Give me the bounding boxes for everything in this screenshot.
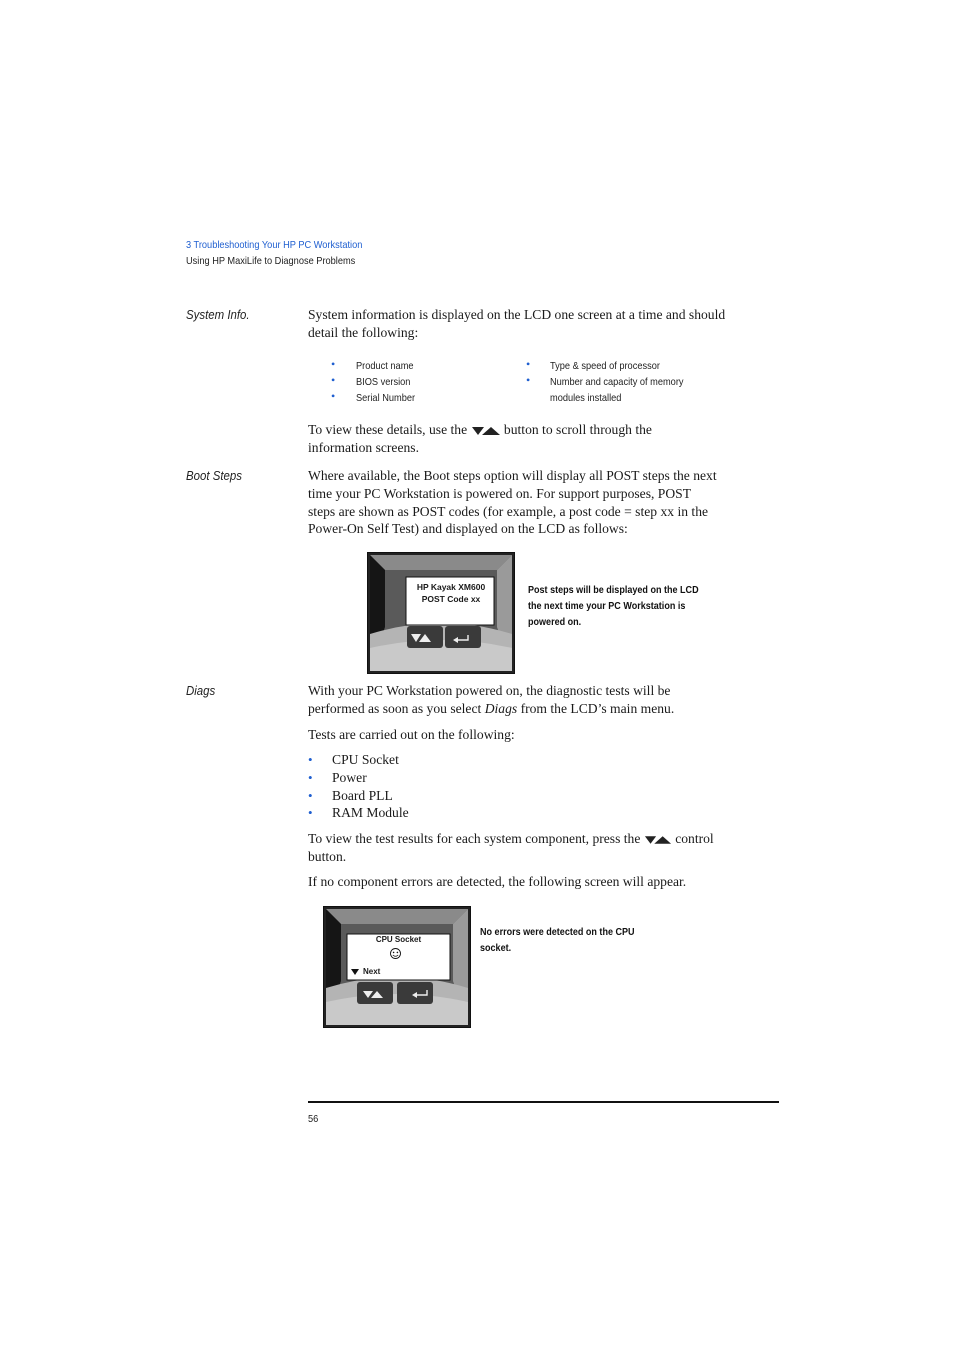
lcd-next-label: Next <box>363 967 381 976</box>
no-errors-intro: If no component errors are detected, the following screen will appear. <box>308 874 687 889</box>
lcd-title: CPU Socket <box>375 935 422 944</box>
lcd-line: POST Code xx <box>421 594 481 604</box>
list-item: • RAM Module <box>308 805 409 821</box>
paragraph-line: time your PC Workstation is powered on. For support purposes, POST <box>308 485 692 501</box>
paragraph-line: Where available, the Boot steps option will display all POST steps the next <box>308 468 717 483</box>
lcd-panel-illustration <box>367 552 515 674</box>
bullet-icon: • <box>308 805 313 821</box>
bullet-icon: • <box>331 373 336 387</box>
bullet-icon: • <box>308 769 313 785</box>
footer-rule <box>308 1101 779 1103</box>
bullet-icon: • <box>526 357 531 371</box>
scroll-arrow-icon <box>471 425 501 437</box>
lcd-panel-post <box>367 552 515 674</box>
page-number: 56 <box>308 1113 319 1125</box>
section-subtitle: Using HP MaxiLife to Diagnose Problems <box>186 255 356 267</box>
chapter-heading: 3 Troubleshooting Your HP PC Workstation <box>186 239 363 251</box>
cpu-caption: No errors were detected on the CPU socket. <box>480 926 635 954</box>
lcd-panel-illustration <box>323 906 471 1028</box>
list-item: • Board PLL <box>308 787 393 803</box>
system-info-intro <box>308 306 778 342</box>
system-info-scroll-instructions: To view these details, use the button to scroll through the information screens. <box>308 422 652 455</box>
paragraph-line: Power-On Self Test) and displayed on the LCD as follows: <box>308 521 628 537</box>
boot-steps-heading: Boot Steps <box>186 468 242 483</box>
lcd-panel-cpu <box>323 906 471 1028</box>
diags-emphasis: Diags <box>484 700 518 716</box>
results-instructions: To view the test results for each system component, press the control button. <box>308 831 714 864</box>
bullet-icon: • <box>308 787 313 803</box>
bullet-icon: • <box>331 357 336 371</box>
system-info-heading: System Info. <box>186 307 250 322</box>
system-info-intro-line: System information is displayed on the LCD one screen at a time and should <box>308 307 726 322</box>
system-info-intro-line: detail the following: <box>308 324 419 340</box>
bullet-icon: • <box>526 373 531 387</box>
list-item: • Power <box>308 769 367 785</box>
list-item: • CPU Socket <box>308 752 399 767</box>
tests-intro: Tests are carried out on the following: <box>308 727 515 742</box>
bullet-icon: • <box>308 752 313 767</box>
paragraph-line: steps are shown as POST codes (for example, a post code = step xx in the <box>308 503 709 519</box>
bullet-icon: • <box>331 389 336 403</box>
diags-paragraph: With your PC Workstation powered on, the diagnostic tests will be performed as soon as you select Diags from the LCD’s main menu. <box>308 683 675 716</box>
boot-steps-paragraph <box>308 467 778 538</box>
post-caption: Post steps will be displayed on the LCD the next time your PC Workstation is powered on. <box>528 584 699 628</box>
scroll-arrow-icon <box>644 834 672 846</box>
tests-list <box>308 751 608 822</box>
diags-heading: Diags <box>186 683 216 698</box>
lcd-line: HP Kayak XM600 <box>416 582 486 592</box>
